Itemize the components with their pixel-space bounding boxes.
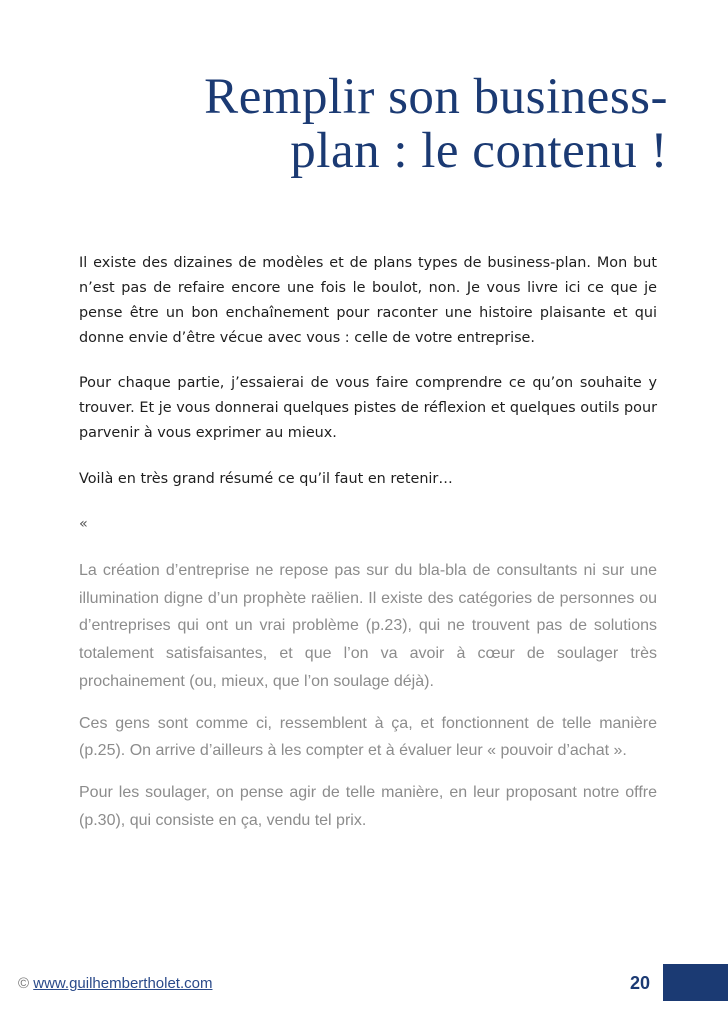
intro-paragraph-2: Pour chaque partie, j’essaierai de vous faire comprendre ce qu’on souhaite y trouver. Et je vous donnerai quelques pistes de réflexion et quelques outils pour parvenir à vous exprimer au mieux. [79, 375, 657, 441]
copyright-symbol: © [18, 975, 30, 992]
page-title-line-1: Remplir son business- [204, 69, 668, 125]
page-title-line-2: plan : le contenu ! [290, 123, 668, 179]
quote-paragraph-3: Pour les soulager, on pense agir de telle manière, en leur proposant notre offre (p.30), qui consiste en ça, vendu tel prix. [79, 783, 657, 829]
page-number: 20 [629, 973, 651, 993]
opening-quote-mark: « [79, 516, 88, 532]
quote-paragraph-1: La création d’entreprise ne repose pas sur du bla-bla de consultants ni sur une illumination digne d’un prophète raëlien. Il existe des catégories de personnes ou d’entreprises qui ont un vrai problème (p.23), qui ne trouvent pas de solutions totalement satisfaisantes, et que l’on va avoir à cœur de soulager très prochainement (ou, mieux, que l’on soulage déjà). [79, 562, 657, 690]
main-content [79, 251, 657, 834]
summary-line: Voilà en très grand résumé ce qu’il faut en retenir… [79, 471, 453, 487]
page-title [60, 70, 668, 178]
quote-paragraph-2: Ces gens sont comme ci, ressemblent à ça, et fonctionnent de telle manière (p.25). On arrive d’ailleurs à les compter et à évaluer leur « pouvoir d’achat ». [79, 714, 657, 760]
intro-paragraph-1: Il existe des dizaines de modèles et de plans types de business-plan. Mon but n’est pas de refaire encore une fois le boulot, non. Je vous livre ici ce que je pense être un bon enchaînement pour raconter une histoire plaisante et qui donne envie d’être vécue avec vous : celle de votre entreprise. [79, 255, 657, 346]
website-link[interactable]: www.guilhembertholet.com [33, 975, 213, 992]
footer-website [18, 975, 212, 992]
page-tab-decoration [663, 964, 728, 1001]
